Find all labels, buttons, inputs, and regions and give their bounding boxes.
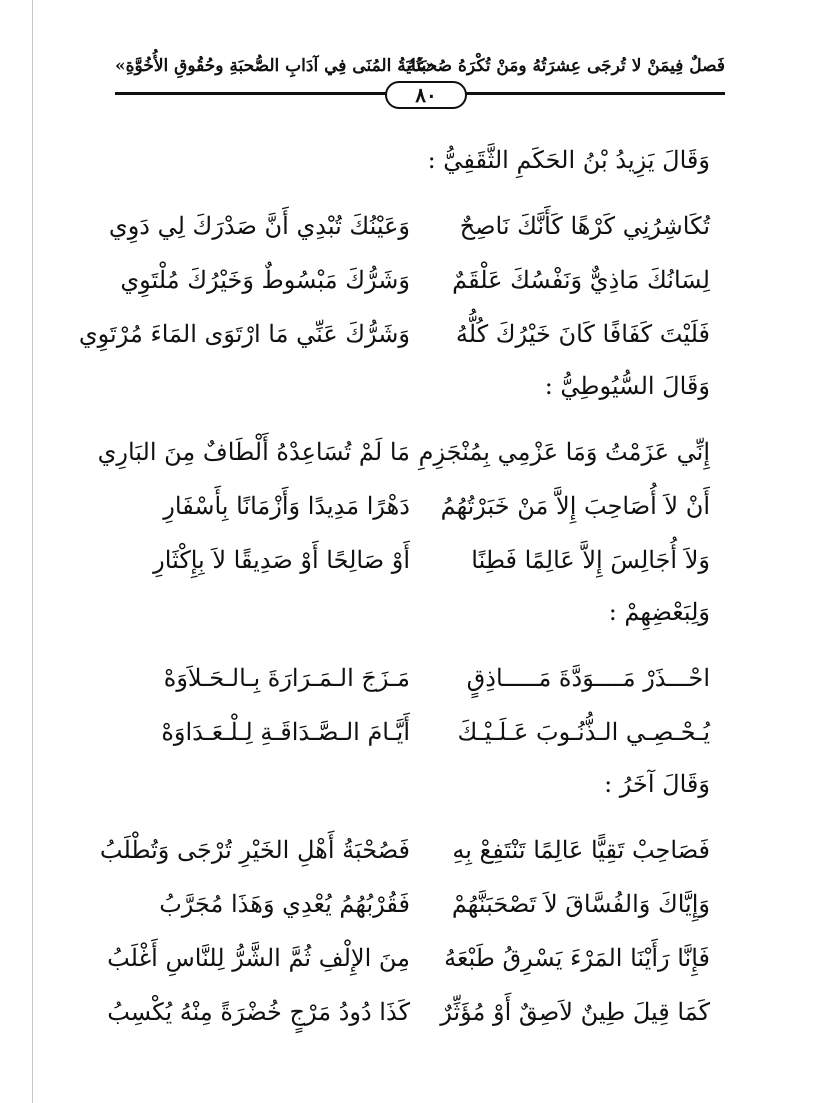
section-intro: وَقَالَ السُّيُوطِيُّ :: [544, 372, 710, 400]
book-title: «غَايَةُ المُنَى فِي آدَابِ الصُّحبَةِ وحُقُوقِ الأُخُوَّةِ»: [115, 56, 436, 76]
verse-second-hemistich: أَوْ صَالِحًا أَوْ صَدِيقًا لاَ بِإِكْثَارِ: [153, 546, 410, 574]
verse-second-hemistich: وَشَرُّكَ عَنِّي مَا ارْتَوَى المَاءَ مُرْتَوِي: [78, 320, 410, 348]
chapter-title: فَصلٌ فِيمَنْ لا تُرجَى عِشرَتُهُ ومَنْ تُكْرَهُ صُحبَتُهُ: [407, 56, 725, 76]
verse-line: [130, 651, 710, 705]
verse-line: [107, 985, 710, 1039]
verse-second-hemistich: فَقُرْبُهُمُ يُعْدِي وَهَذَا مُجَرَّبُ: [159, 890, 410, 918]
verse-second-hemistich: مِنَ الإِلْفِ ثُمَّ الشَّرُّ لِلنَّاسِ أَغْلَبُ: [107, 944, 410, 972]
verse-first-hemistich: كَمَا قِيلَ طِينٌ لاَصِقٌ أَوْ مُؤَثِّرٌ: [440, 998, 710, 1026]
verse-second-hemistich: مَـزَجَ الـمَـرَارَةَ بِـالـحَـلاَوَهْ: [163, 664, 410, 692]
verse-line: [108, 199, 710, 253]
verse-first-hemistich: وَلاَ أُجَالِسَ إِلاَّ عَالِمًا فَطِنًا: [471, 546, 710, 574]
verse-first-hemistich: فَلَيْتَ كَفَافًا كَانَ خَيْرُكَ كُلُّهُ: [455, 320, 710, 348]
section-intro: وَلِبَعْضِهِمْ :: [608, 598, 710, 626]
verse-line: [99, 823, 710, 877]
verse-line: [107, 931, 710, 985]
page-number: ٨٠: [385, 81, 467, 109]
verse-line: [130, 479, 710, 533]
page-edge-line: [32, 0, 33, 1103]
verse-line: [78, 307, 710, 361]
verse-second-hemistich: وَشَرُّكَ مَبْسُوطٌ وَخَيْرُكَ مُلْتَوِي: [120, 266, 410, 294]
verse-second-hemistich: أَيَّـامَ الـصَّـدَاقَـةِ لِـلْـعَـدَاوَهْ: [161, 718, 410, 746]
verse-second-hemistich: وَعَيْنُكَ تُبْدِي أَنَّ صَدْرَكَ لِي دَوِي: [108, 212, 410, 240]
verse-first-hemistich: تُكَاشِرُنِي كَرْهًا كَأَنَّكَ نَاصِحٌ: [459, 212, 710, 240]
verse-first-hemistich: يُـحْـصِـي الـذُّنُـوبَ عَـلَـيْـكَ: [457, 718, 710, 746]
verse-second-hemistich: فَصُحْبَةُ أَهْلِ الخَيْرِ تُرْجَى وَتُطْلَبُ: [99, 836, 410, 864]
verse-line: [97, 425, 710, 479]
verse-line: [120, 253, 710, 307]
verse-line: [130, 533, 710, 587]
verse-second-hemistich: كَذَا دُودُ مَرْجٍ خُضْرَةً مِنْهُ يُكْسِبُ: [107, 998, 410, 1026]
verse-first-hemistich: وَإِيَّاكَ وَالفُسَّاقَ لاَ تَصْحَبَنَّهُمْ: [451, 890, 710, 918]
verse-second-hemistich: مَا لَمْ تُسَاعِدْهُ أَلْطَافٌ مِنَ البَارِي: [97, 438, 410, 466]
verse-first-hemistich: أَنْ لاَ أُصَاحِبَ إِلاَّ مَنْ خَبَرْتُهُمُ: [440, 492, 710, 520]
verse-line: [130, 705, 710, 759]
verse-first-hemistich: إِنِّي عَزَمْتُ وَمَا عَزْمِي بِمُنْجَزِمِ: [418, 438, 710, 466]
page-header: [115, 48, 725, 108]
verse-first-hemistich: فَصَاحِبْ تَقِيًّا عَالِمًا تَنْتَفِعْ بِهِ: [452, 836, 710, 864]
verse-second-hemistich: دَهْرًا مَدِيدًا وَأَزْمَانًا بِأَسْفَارِ: [163, 492, 410, 520]
verse-first-hemistich: لِسَانُكَ مَاذِيٌّ وَنَفْسُكَ عَلْقَمٌ: [452, 266, 710, 294]
verse-first-hemistich: احْـــذَرْ مَــــوَدَّةَ مَـــــاذِقٍ: [466, 664, 710, 692]
verse-first-hemistich: فَإِنَّا رَأَيْنَا المَرْءَ يَسْرِقُ طَبْعَهُ: [444, 944, 710, 972]
section-intro: وَقَالَ يَزِيدُ بْنُ الحَكَمِ الثَّقَفِيُّ :: [427, 146, 710, 174]
section-intro: وَقَالَ آخَرُ :: [604, 770, 710, 798]
poem-content: [78, 135, 710, 1039]
verse-line: [130, 877, 710, 931]
